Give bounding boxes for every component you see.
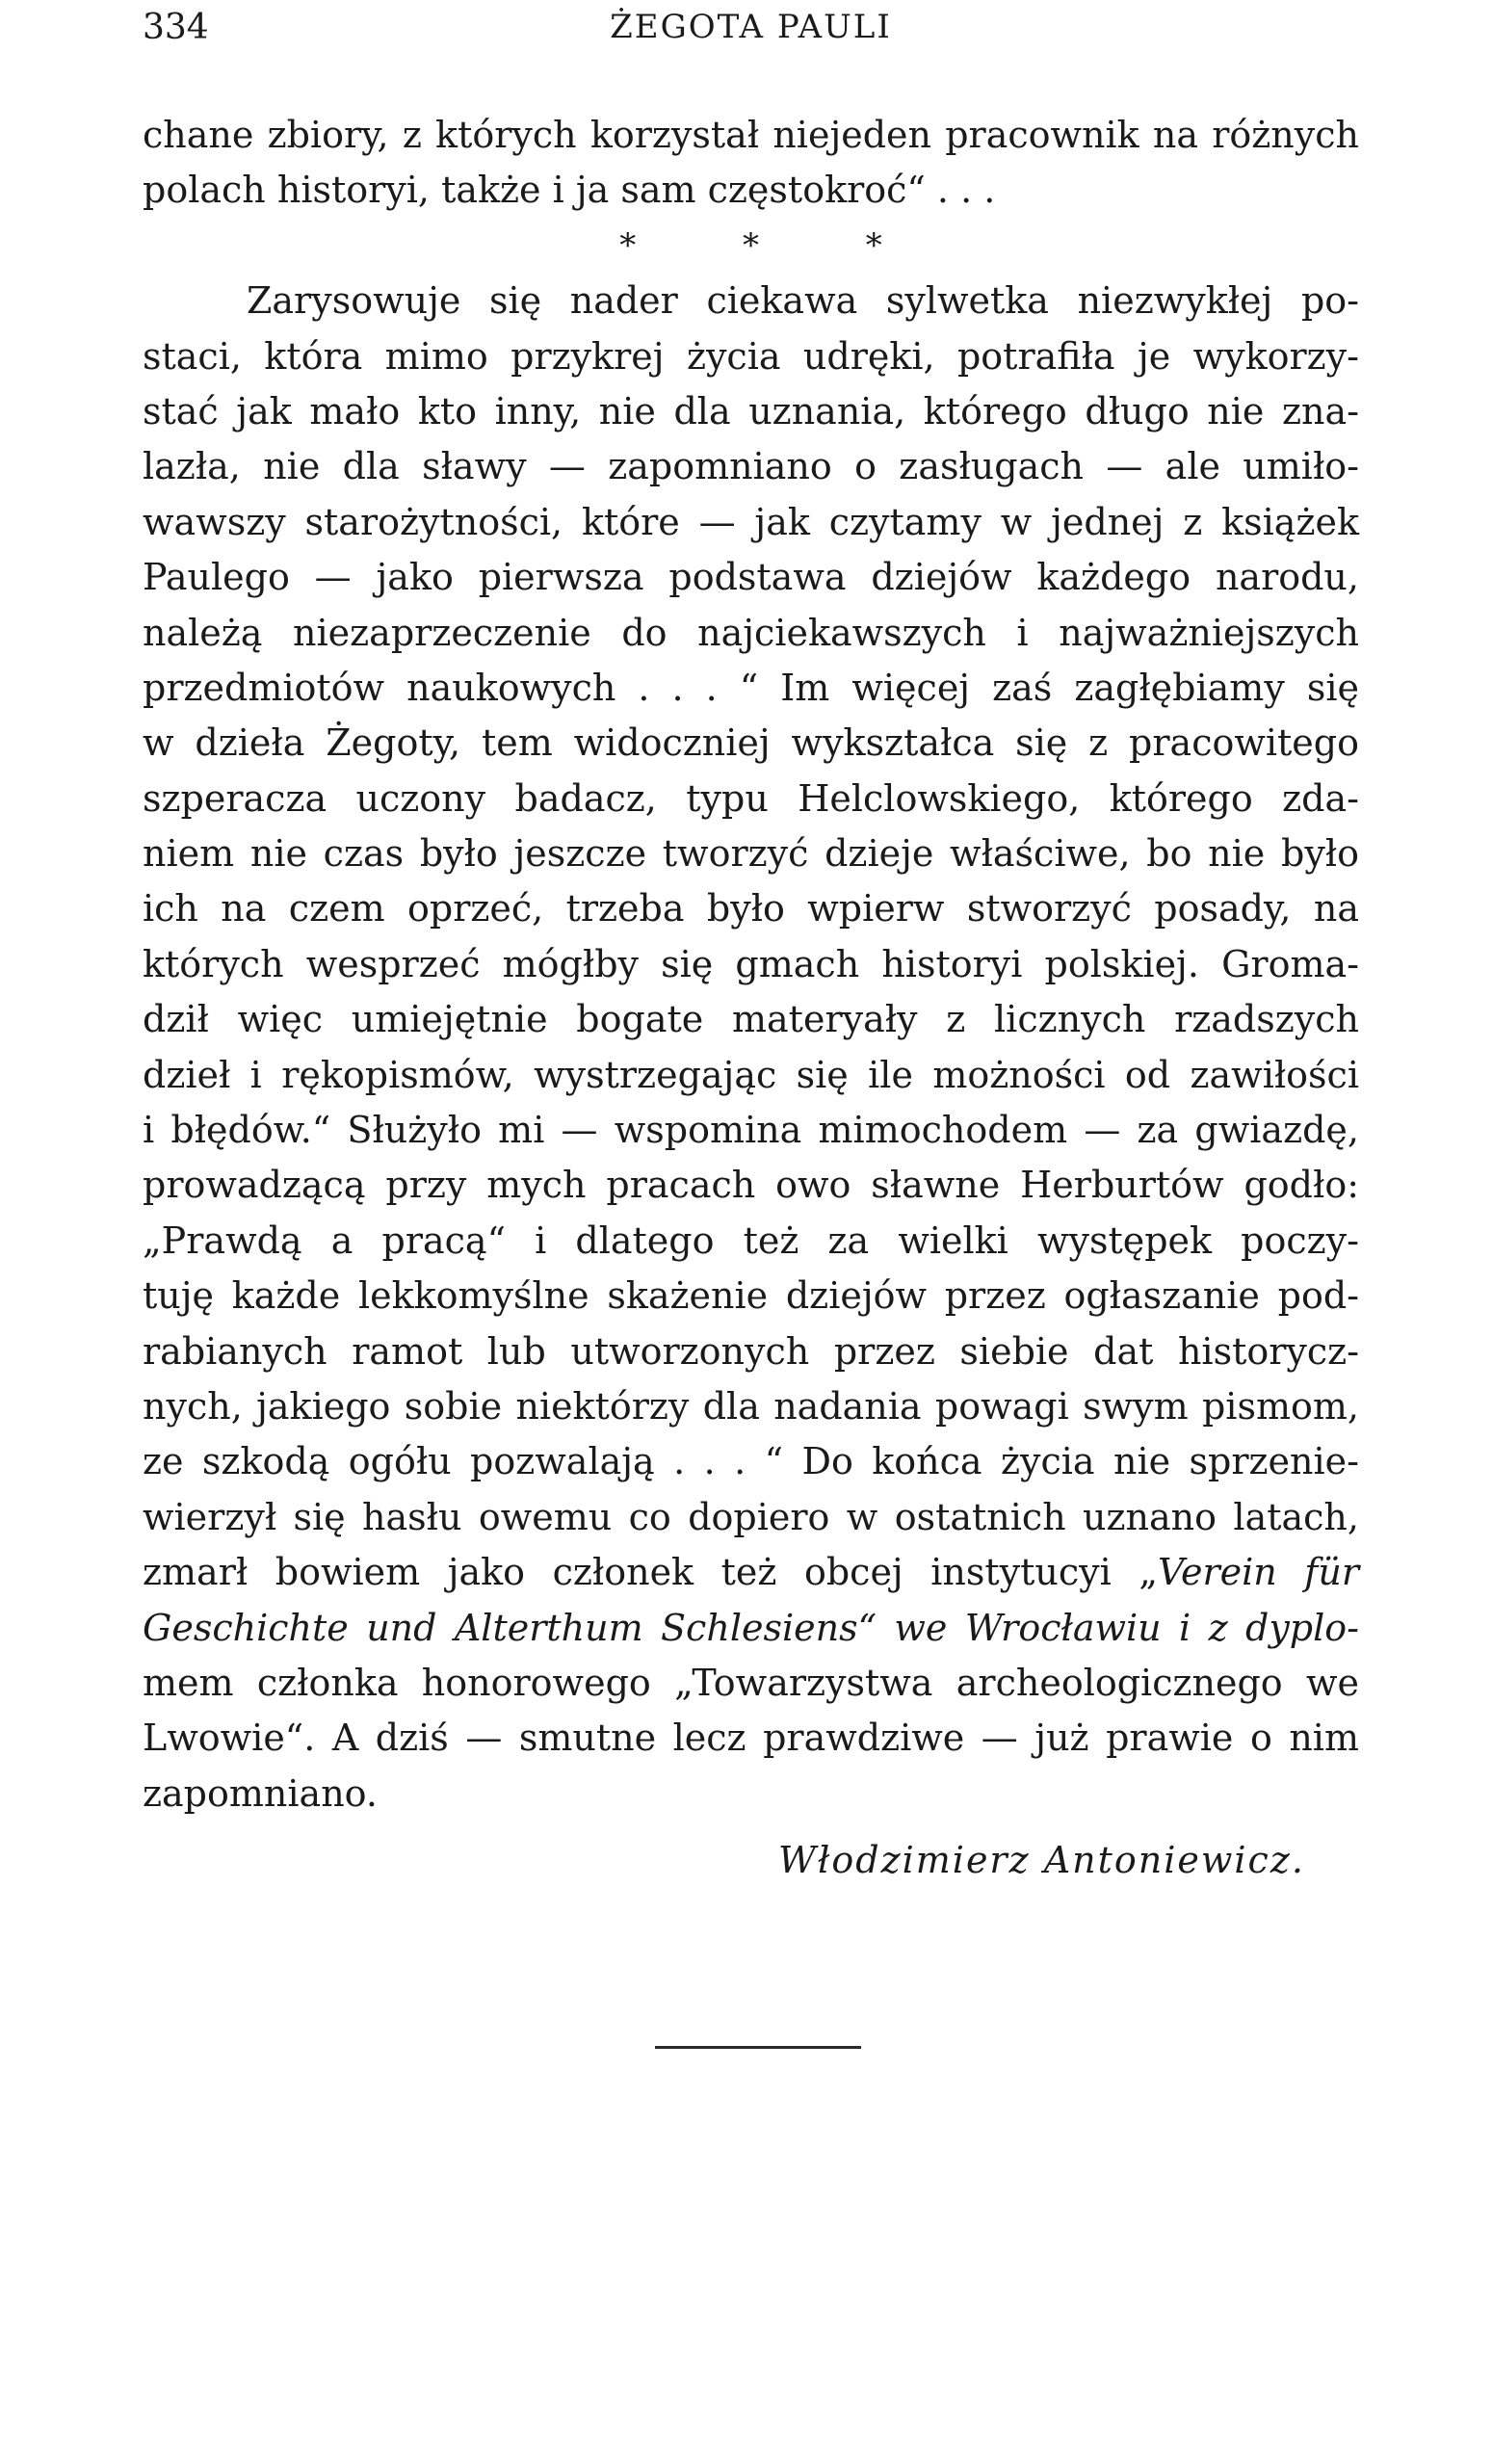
italic-title-fragment: Geschichte: [143, 1606, 349, 1649]
text-line: zapomniano.: [143, 1771, 378, 1815]
text-line-with-italic: [143, 1545, 1359, 1600]
text-line: niem nie czas było jeszcze tworzyć dzieje właściwe, bo nie było: [143, 832, 1359, 876]
section-separator: * * *: [619, 225, 930, 265]
text-line: dzieł i rękopismów, wystrzegając się ile możności od zawiłości: [143, 1053, 1359, 1096]
text-line: Zarysowuje się nader ciekawa sylwetka niezwykłej po-: [247, 279, 1359, 323]
text-line: szperacza uczony badacz, typu Helclowskiego, którego zda-: [143, 776, 1359, 820]
text-line: ich na czem oprzeć, trzeba było wpierw stworzyć posady, na: [143, 887, 1359, 931]
text-line: dził więc umiejętnie bogate materyały z licznych rzadszych: [143, 998, 1359, 1041]
text-line: wawszy starożytności, które — jak czytamy w jednej z książek: [143, 500, 1359, 543]
text-line: w dzieła Żegoty, tem widoczniej wykształca się z pracowitego: [143, 721, 1359, 765]
author-signature: Włodzimierz Antoniewicz.: [778, 1839, 1305, 1882]
text-line-with-italic: [143, 1601, 1359, 1656]
text-line: prowadzącą przy mych pracach owo sławne Herburtów godło:: [143, 1164, 1359, 1207]
text-line: wierzył się hasłu owemu co dopiero w ostatnich uznano latach,: [143, 1495, 1359, 1538]
closing-rule: [655, 2046, 861, 2049]
text-line: Lwowie“. A dziś — smutne lecz prawdziwe — już prawie o nim: [143, 1717, 1359, 1760]
text-line: rabianych ramot lub utworzonych przez siebie dat historycz-: [143, 1329, 1359, 1373]
text-line: staci, która mimo przykrej życia udręki, potrafiła je wykorzy-: [143, 334, 1359, 378]
text-line: których wesprzeć mógłby się gmach historyi polskiej. Groma-: [143, 942, 1359, 985]
text-line: nych, jakiego sobie niektórzy dla nadania powagi swym pismom,: [143, 1384, 1359, 1428]
text-line: tuję każde lekkomyślne skażenie dziejów przez ogłaszanie pod-: [143, 1274, 1359, 1318]
text-fragment: zmarł bowiem jako członek też obcej instytucyi „: [143, 1551, 1159, 1594]
italic-title-fragment: und Alterthum Schlesiens“ we Wrocławiu i z dyplo-: [366, 1606, 1359, 1649]
running-head: ŻEGOTA PAULI: [610, 8, 892, 46]
text-line: Paulego — jako pierwsza podstawa dziejów każdego narodu,: [143, 556, 1359, 599]
text-line: stać jak mało kto inny, nie dla uznania, którego długo nie zna-: [143, 389, 1359, 433]
page-header: [143, 8, 1359, 56]
text-line: polach historyi, także i ja sam częstokroć“ . . .: [143, 169, 996, 212]
text-line: i błędów.“ Służyło mi — wspomina mimochodem — za gwiazdę,: [143, 1109, 1359, 1152]
text-line: chane zbiory, z których korzystał niejeden pracownik na różnych: [143, 114, 1359, 156]
italic-title-fragment: Verein für: [1158, 1551, 1359, 1594]
body-text: [143, 108, 1359, 1889]
text-line: należą niezaprzeczenie do najciekawszych i najważniejszych: [143, 611, 1359, 654]
text-line: lazła, nie dla sławy — zapomniano o zasługach — ale umiło-: [143, 445, 1359, 488]
text-line: ze szkodą ogółu pozwalają . . . “ Do końca życia nie sprzenie-: [143, 1440, 1359, 1483]
text-line: mem członka honorowego „Towarzystwa archeologicznego we: [143, 1661, 1359, 1704]
page-number: 334: [143, 8, 209, 47]
text-line: przedmiotów naukowych . . . “ Im więcej zaś zagłębiamy się: [143, 666, 1359, 709]
text-line: „Prawdą a pracą“ i dlatego też za wielki występek poczy-: [143, 1219, 1359, 1262]
